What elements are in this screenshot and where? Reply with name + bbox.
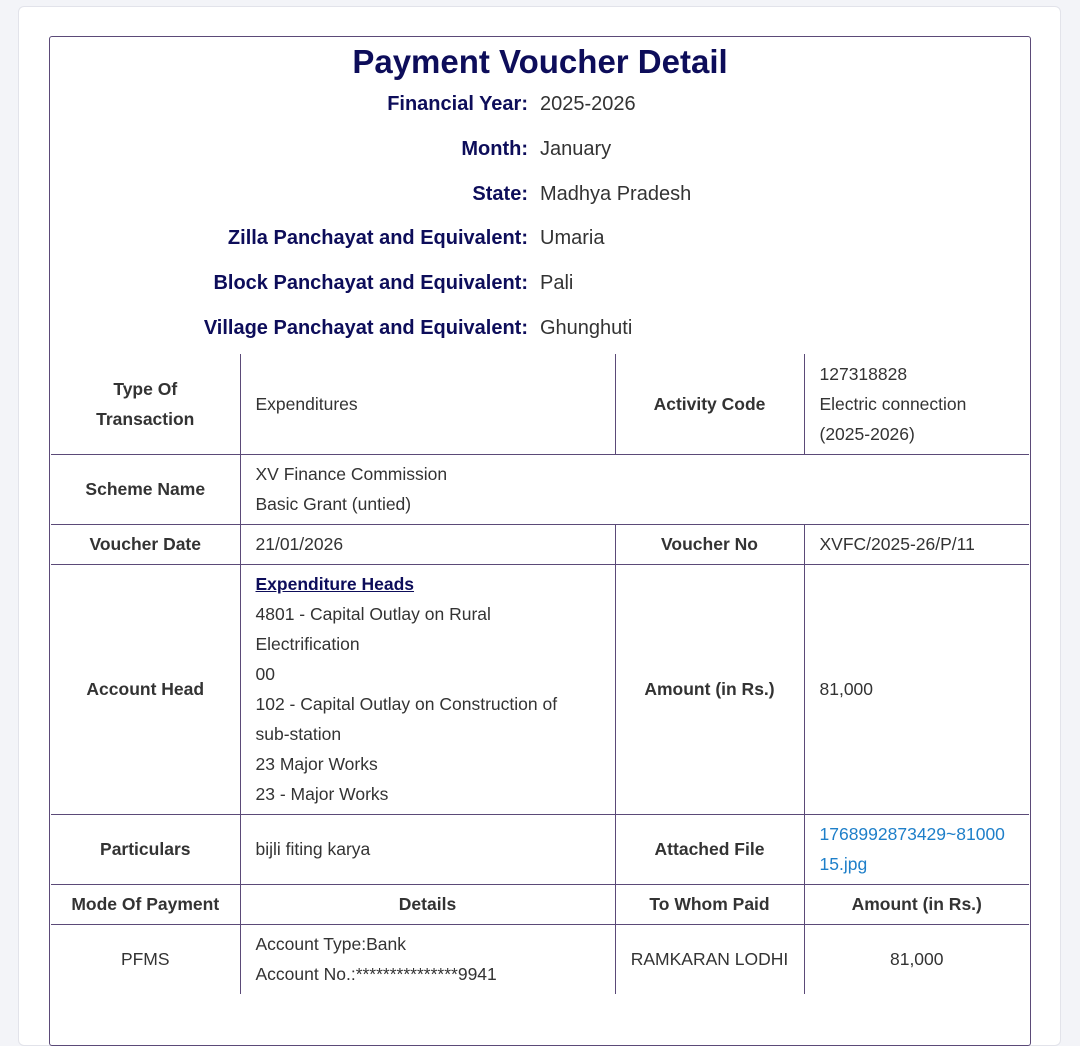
info-value: Pali: [540, 272, 574, 294]
table-row: [51, 564, 1029, 814]
info-value: 2025-2026: [540, 93, 636, 115]
payment-row: [51, 924, 1029, 994]
col-header-mode: Mode Of Payment: [51, 884, 240, 924]
info-value: Umaria: [540, 227, 605, 249]
payee-name: RAMKARAN LODHI: [615, 924, 804, 994]
particulars-value: bijli fiting karya: [240, 814, 615, 884]
scheme-name-value: [240, 454, 1029, 524]
account-head-line: 23 Major Works: [255, 754, 378, 774]
activity-code: 127318828: [819, 363, 908, 384]
account-head-line: 23 - Major Works: [255, 784, 389, 804]
account-head-line: sub-station: [255, 724, 342, 744]
payment-mode: PFMS: [51, 924, 240, 994]
type-of-transaction-value: Expenditures: [240, 354, 615, 454]
page-title: Payment Voucher Detail: [352, 43, 728, 80]
activity-desc-line: Electric connection: [819, 393, 967, 414]
attached-file-label: Attached File: [615, 814, 804, 884]
file-name-line[interactable]: 1768992873429~81000: [819, 824, 1005, 844]
info-label: State:: [472, 183, 528, 205]
scheme-name-label: Scheme Name: [51, 454, 240, 524]
info-label: Month:: [461, 138, 528, 160]
activity-desc-line: (2025-2026): [819, 423, 915, 444]
voucher-date-label: Voucher Date: [51, 524, 240, 564]
info-village-panchayat: [0, 317, 1080, 347]
account-head-label: Account Head: [51, 564, 240, 814]
payment-details-line: Account No.:***************9941: [255, 964, 497, 985]
info-label: Block Panchayat and Equivalent:: [213, 272, 528, 294]
amount-value: 81,000: [804, 564, 1029, 814]
info-month: [0, 138, 1080, 168]
info-value: Ghunghuti: [540, 317, 633, 339]
scheme-line: Basic Grant (untied): [255, 494, 412, 514]
col-header-details: Details: [240, 884, 615, 924]
activity-code-label: Activity Code: [615, 354, 804, 454]
info-block-panchayat: [0, 272, 1080, 302]
label-line: Type Of: [113, 378, 178, 399]
info-label: Zilla Panchayat and Equivalent:: [227, 227, 528, 249]
amount-label: Amount (in Rs.): [615, 564, 804, 814]
info-zilla-panchayat: [0, 227, 1080, 257]
col-header-amount: Amount (in Rs.): [804, 884, 1029, 924]
payment-amount: 81,000: [804, 924, 1029, 994]
account-head-line: 4801 - Capital Outlay on Rural: [255, 604, 491, 624]
table-row: [51, 454, 1029, 524]
info-value: Madhya Pradesh: [540, 183, 692, 205]
table-row: [51, 354, 1029, 454]
scheme-line: XV Finance Commission: [255, 464, 448, 484]
account-head-line: Electrification: [255, 634, 360, 654]
table-row: [51, 814, 1029, 884]
attached-file-cell: [804, 814, 1029, 884]
info-value: January: [540, 138, 612, 160]
info-label: Financial Year:: [387, 93, 528, 115]
table-row: [51, 524, 1029, 564]
account-head-line: 00: [255, 664, 275, 684]
payment-details-line: Account Type:Bank: [255, 934, 406, 955]
file-name-line[interactable]: 15.jpg: [819, 854, 868, 874]
voucher-detail-table: [51, 354, 1029, 994]
expenditure-heads-title: Expenditure Heads: [255, 574, 415, 594]
account-head-value: [240, 564, 615, 814]
attached-file-link[interactable]: [820, 819, 1015, 879]
particulars-label: Particulars: [51, 814, 240, 884]
activity-code-value: [804, 354, 1029, 454]
voucher-no-label: Voucher No: [615, 524, 804, 564]
info-label: Village Panchayat and Equivalent:: [203, 317, 528, 339]
label-line: Transaction: [96, 408, 195, 429]
type-of-transaction-label: [51, 354, 240, 454]
info-financial-year: [0, 93, 1080, 123]
voucher-date-value: 21/01/2026: [240, 524, 615, 564]
payment-header-row: [51, 884, 1029, 924]
account-head-line: 102 - Capital Outlay on Construction of: [255, 694, 558, 714]
info-state: [0, 183, 1080, 213]
col-header-to-whom: To Whom Paid: [615, 884, 804, 924]
payment-details: [240, 924, 615, 994]
voucher-no-value: XVFC/2025-26/P/11: [804, 524, 1029, 564]
